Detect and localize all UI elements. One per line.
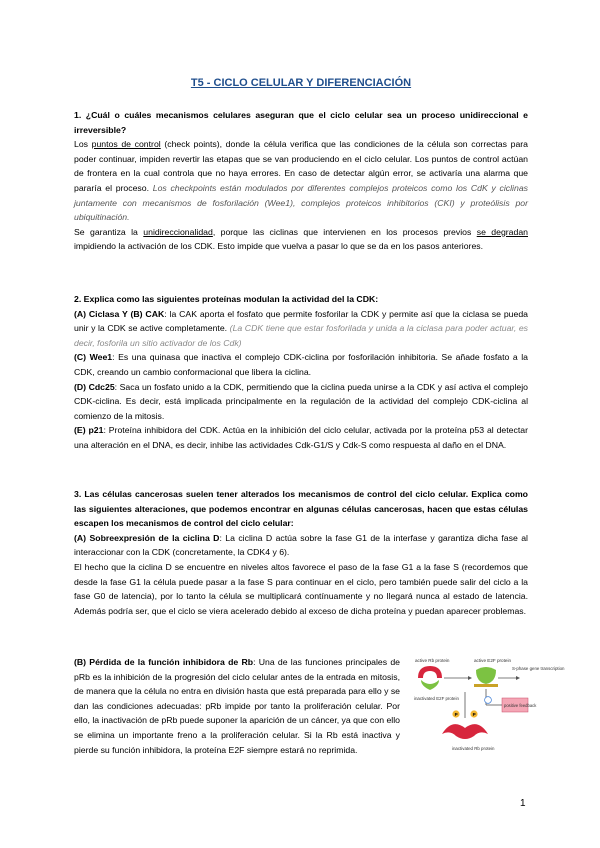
answer-2d	[74, 380, 528, 424]
answer-3b	[74, 655, 400, 757]
underlined-term: se degradan	[476, 226, 528, 237]
section-3b	[74, 655, 400, 757]
text-run: : Proteína inhibidora del CDK. Actúa en la inhibición del ciclo celular, activada por la proteína p53 al detectar una alteración en el DNA, es decir, inhibe las actividades Cdk-G1/S y Cdk-S como respuesta al daño en el DNA.	[74, 425, 528, 450]
italic-note: (La CDK tiene que estar fosforilada y unida a la ciclasa para poder actuar, es decir, fosforila un sitio activador de los Cdk)	[74, 323, 529, 348]
arrowhead	[468, 676, 472, 680]
page-title: T5 - CICLO CELULAR Y DIFERENCIACIÓN	[190, 77, 412, 89]
question-2: 2. Explica como las siguientes proteínas modulan la actividad del la CDK:	[74, 294, 379, 304]
text-run: : Es una quinasa que inactiva el complejo CDK-ciclina por fosforilación inhibitoria. Se añade fosfato a la CDK, creando un cambio conformacional que libera la ciclina.	[74, 352, 529, 377]
text-run: (check points), donde la célula verifica que las condiciones de la célula son correctas para poder continuar, impiden revertir las etapas que se van produciendo en el ciclo celular. Los puntos de control actúan de frontera en la cual controla que no haya errores. En caso de detectar algún error, se activaría una alarma que pararía el proceso.	[74, 139, 528, 193]
cyclin-cdk-circle	[485, 697, 492, 704]
inactivated-rb-shape	[442, 724, 488, 739]
section-2	[74, 292, 528, 453]
answer-3a-paragraph-2: El hecho que la ciclina D se encuentre en niveles altos favorece el paso de la fase G1 a la fase S (recordemos que desde la fase G1 la célula puede pasar a la fase S para continuar en el ciclo, pero también puede salir del ciclo a la fase G0 de latencia), por lo tanto la célula se multiplicará contínuamente y no llegará nunca al estado de latencia. Además podría ser, que el ciclo se viera acelerado debido al exceso de dicha proteína y puedan aparecer problemas.	[74, 561, 528, 616]
italic-note: Los checkpoints están modulados por diferentes complejos proteicos como los CdK y ciclinas juntamente con mecanismos de fosforilación (Wee1), complejos proteicos inhibitorios (CKI) y proteólisis por ubiquitinación.	[74, 182, 528, 223]
arrowhead	[516, 676, 520, 680]
item-label: (B) Pérdida de la función inhibidora de Rb	[74, 657, 254, 667]
text-run: : Saca un fosfato unido a la CDK, permitiendo que la ciclina pueda unirse a la CDK y así activa el complejo CDK-ciclina. Es decir, está implicada principalmente en la regulación de la actividad del complejo CDK-ciclina al comienzo de la mitosis.	[74, 381, 528, 421]
item-label: (C) Wee1	[74, 352, 113, 363]
text-run: , porque las ciclinas que intervienen en los procesos previos	[212, 226, 477, 237]
answer-1-paragraph-2	[74, 225, 528, 254]
text-run: Los	[74, 139, 92, 150]
active-rb-shape	[418, 666, 442, 678]
text-run: Se garantiza la	[74, 226, 144, 237]
phosphate-label: P	[454, 711, 458, 717]
label-active-rb: active Rb protein	[415, 658, 450, 663]
section-3	[74, 487, 528, 618]
answer-3a	[74, 531, 528, 560]
page-number: 1	[520, 798, 526, 809]
text-run: : La ciclina D actúa sobre la fase G1 de la interfase y garantiza dicha fase al interaccionar con la CDK (concretamente, la CDK4 y 6).	[74, 532, 528, 558]
label-inactivated-e2f: inactivated E2F protein	[414, 696, 459, 701]
item-label: (E) p21	[74, 425, 104, 436]
rb-e2f-diagram	[412, 656, 565, 766]
answer-2a	[74, 307, 528, 351]
text-run: : Una de las funciones principales de pRb es la inhibición de la progresión del ciclo celular antes de la entrada en mitosis, de manera que la célula no entra en división hasta que está preparada para ello y se dan las condiciones adecuadas: pRb impide por tanto la proliferación celular. Por ello, la inactivación de pRb puede suponer la aparición de un cáncer, ya que con ello se elimina un importante freno a la proliferación celular. Si la Rb está inactiva y pierde su función inhibidora, la proteína E2F siempre estará no reprimida.	[74, 657, 401, 755]
active-e2f-shape	[476, 667, 496, 684]
underlined-term: unidireccionalidad	[143, 226, 213, 237]
underlined-term: puntos de control	[91, 139, 161, 150]
text-run: : la CAK aporta el fosfato que permite fosforilar la CDK y permite así que la ciclasa se pueda unir y la CDK se active completamente.	[74, 308, 528, 334]
label-active-e2f: active E2F protein	[474, 658, 512, 663]
answer-2e	[74, 423, 528, 452]
question-1: 1. ¿Cuál o cuáles mecanismos celulares aseguran que el ciclo celular sea un proceso unidireccional e irreversible?	[74, 110, 528, 135]
label-positive-feedback: positive feedback	[504, 703, 537, 708]
label-inactivated-rb: inactivated Rb protein	[452, 746, 495, 751]
section-1	[74, 108, 528, 254]
answer-2c	[74, 350, 528, 379]
item-label: (A) Ciclasa Y (B) CAK	[74, 308, 165, 319]
item-label: (D) Cdc25	[74, 381, 115, 392]
label-sphase: S-phase gene transcription	[512, 666, 565, 671]
question-3: 3. Las células cancerosas suelen tener alterados los mecanismos de control del ciclo celular. Explica como las siguientes alteraciones, que podemos encontrar en algunas células cancerosas, hacen que estas células escapen los mecanismos de control del ciclo celular:	[74, 489, 528, 529]
rb-e2f-figure	[412, 656, 565, 766]
phosphate-label: P	[472, 711, 476, 717]
answer-1-paragraph-1	[74, 137, 528, 225]
dna-bar	[474, 684, 498, 687]
item-label: (A) Sobreexpresión de la ciclina D	[74, 532, 220, 543]
e2f-inactive-shape	[421, 680, 439, 690]
text-run: impidiendo la activación de los CDK. Esto impide que vuelva a pasar lo que se da en los pasos anteriores.	[74, 241, 484, 252]
